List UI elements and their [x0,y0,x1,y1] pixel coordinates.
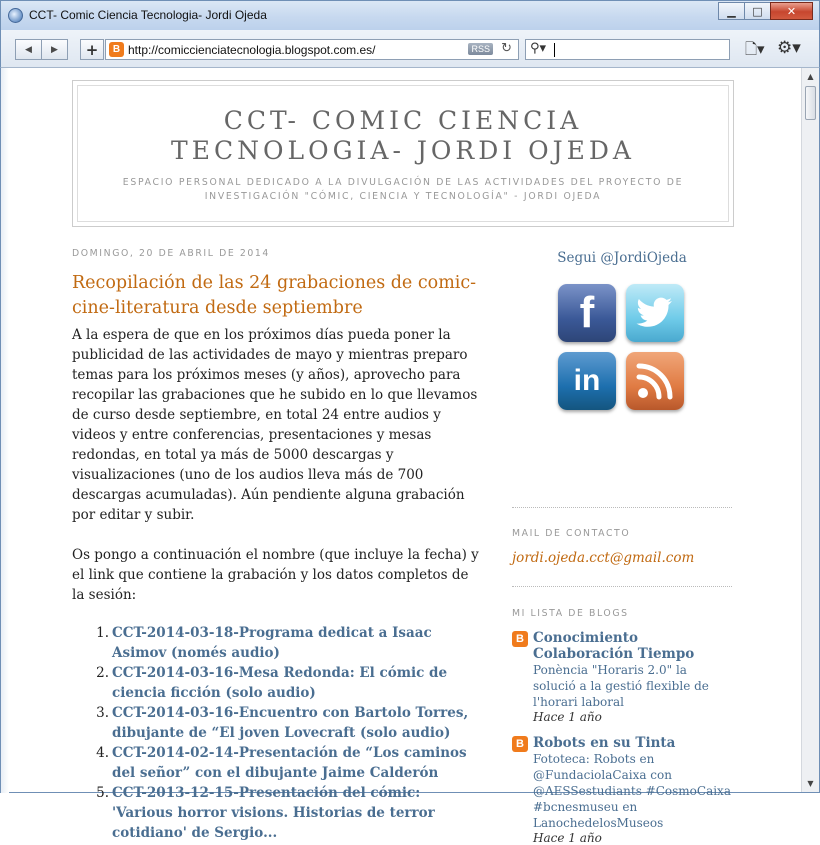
url-text[interactable]: http://comiccienciatecnologia.blogspot.com.es/ [128,43,376,57]
scroll-up-arrow-icon[interactable]: ▲ [807,72,814,81]
blog-header-inner [77,85,729,222]
blog-name-link[interactable]: Conocimiento Colaboración Tiempo [533,630,695,662]
window-controls [719,2,813,20]
sidebar-divider [512,507,732,508]
maximize-button[interactable]: □ [744,2,771,20]
twitter-follow-link[interactable]: Segui @JordiOjeda [557,250,687,266]
post-paragraph-2: Os pongo a continuación el nombre (que incluye la fecha) y el link que contiene la grabación y los datos completos de la sesión: [72,547,479,603]
search-input[interactable] [525,39,730,60]
recording-link[interactable]: CCT-2014-03-16-Mesa Redonda: El cómic de ciencia ficción (solo audio) [112,665,448,701]
list-item [72,783,484,843]
browser-toolbar [0,30,820,68]
back-button[interactable]: ◀ [15,39,42,60]
post-date: DOMINGO, 20 DE ABRIL DE 2014 [72,248,270,259]
sidebar-divider [512,586,732,587]
forward-button[interactable]: ▶ [41,39,68,60]
search-icon[interactable]: ⚲▾ [530,41,547,56]
contact-widget-title: MAIL DE CONTACTO [512,528,631,539]
minimize-button[interactable]: ▁ [718,2,745,20]
blog-post-time: Hace 1 año [533,710,602,724]
text-caret [554,43,555,57]
recording-link[interactable]: CCT-2014-03-16-Encuentro con Bartolo Torres, dibujante de “El joven Lovecraft (solo audio) [112,705,469,741]
blog-title-line-2[interactable]: TECNOLOGIA- JORDI OJEDA [171,136,635,165]
list-item [72,663,484,703]
navigation-buttons [15,39,68,60]
list-number: 1. [96,625,109,641]
window-title: CCT- Comic Ciencia Tecnologia- Jordi Ojeda [29,8,267,22]
blog-post-snippet-link[interactable]: Ponència "Horaris 2.0" la solució a la gestió flexible de l'horari laboral [533,663,709,709]
gear-icon[interactable]: ⚙▾ [777,38,801,58]
browser-app-icon[interactable] [8,8,23,23]
blog-post-time: Hace 1 año [533,831,602,845]
rss-icon[interactable] [626,352,684,410]
reload-icon[interactable]: ↻ [501,41,512,56]
rss-feed-button[interactable]: RSS [468,43,493,55]
facebook-icon[interactable]: f [558,284,616,342]
post-body [72,325,484,843]
recordings-list [72,623,484,843]
twitter-bird-icon [636,297,674,329]
blog-description-line-2: INVESTIGACIÓN "CÓMIC, CIENCIA Y TECNOLOGÍA" - JORDI OJEDA [204,191,602,202]
contact-email-link[interactable]: jordi.ojeda.cct@gmail.com [512,550,695,566]
page-menu-icon[interactable]: 🗋▾ [745,40,765,58]
blogger-favicon-icon: B [109,42,124,57]
blogger-icon: B [512,631,528,647]
list-number: 2. [96,665,109,681]
list-number: 4. [96,745,109,761]
list-item [72,743,484,783]
blogger-icon: B [512,736,528,752]
post-title[interactable]: Recopilación de las 24 grabaciones de comic-cine-literatura desde septiembre [72,273,477,318]
window-title-bar[interactable] [0,0,820,30]
rss-feed-icon [636,362,674,400]
address-bar[interactable] [105,39,519,60]
blog-description-line-1: ESPACIO PERSONAL DEDICADO A LA DIVULGACIÓN DE LAS ACTIVIDADES DEL PROYECTO DE [122,177,684,188]
recording-link[interactable]: CCT-2013-12-15-Presentación del cómic: 'Various horror visions. Historias de terror cotidiano' de Sergio... [112,785,435,841]
blog-list-widget-title: MI LISTA DE BLOGS [512,608,629,619]
main-column [72,248,484,843]
blog-title[interactable] [78,106,728,166]
recording-link[interactable]: CCT-2014-02-14-Presentación de “Los caminos del señor” con el dibujante Jaime Calderón [112,745,467,781]
viewport-edge [1,68,9,793]
page-viewport [0,68,820,845]
add-tab-button[interactable]: + [80,39,104,60]
blog-title-line-1[interactable]: CCT- COMIC CIENCIA [223,106,583,135]
list-number: 5. [96,785,109,801]
blog-header [72,80,734,227]
recording-link[interactable]: CCT-2014-03-18-Programa dedicat a Isaac Asimov (només audio) [112,625,432,661]
vertical-scrollbar[interactable] [801,68,819,792]
blog-description [108,176,698,204]
blog-post-snippet-link[interactable]: Fototeca: Robots en @FundaciolaCaixa con @AESSestudiants #CosmoCaixa #bcnesmuseu en LanochedelosMuseos [533,752,731,830]
list-number: 3. [96,705,109,721]
scroll-down-arrow-icon[interactable]: ▼ [807,779,814,788]
post-paragraph-1: A la espera de que en los próximos días pueda poner la publicidad de las actividades de mayo y mientras preparo temas para los próximos meses (y años), aprovecho para recopilar las grabaciones que he subido en lo que llevamos de curso desde septiembre, en total 24 entre audios y videos y entre conferencias, presentaciones y mesas redondas, en total ya más de 5000 descargas y visualizaciones (uno de los audios lleva más de 700 descargas acumuladas). Aún pendiente alguna grabación por editar y subir. [72,327,478,523]
close-button[interactable]: ✕ [770,2,813,20]
list-item [72,623,484,663]
list-item [72,703,484,743]
scrollbar-thumb[interactable] [805,86,816,120]
twitter-icon[interactable] [626,284,684,342]
blog-name-link[interactable]: Robots en su Tinta [533,735,676,751]
linkedin-icon[interactable]: in [558,352,616,410]
